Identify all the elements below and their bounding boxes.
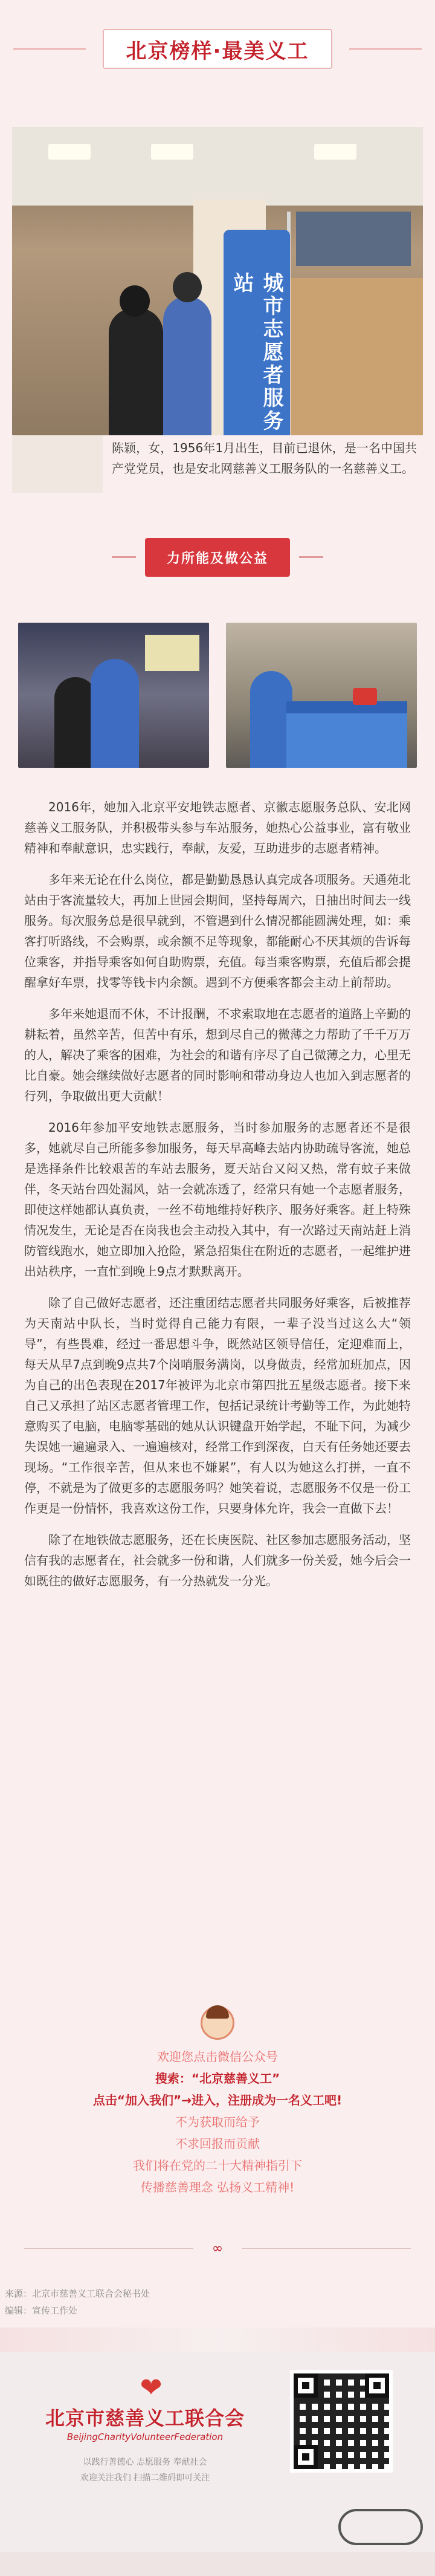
heart-logo-icon: ❤: [140, 2372, 163, 2403]
hero-ceiling: [12, 127, 423, 206]
volunteer-flag: [224, 230, 290, 435]
hero-window: [296, 212, 411, 266]
hero-light: [314, 144, 356, 160]
qr-finder: [365, 2373, 389, 2398]
org-english-name: BeijingCharityVolunteerFederation: [66, 2432, 224, 2442]
footer-decor: [0, 2328, 435, 2352]
station-photo-right: [226, 623, 417, 768]
cta-line: 欢迎您点击微信公众号: [157, 2049, 278, 2064]
bow-icon: ∞: [211, 2241, 224, 2256]
qr-finder: [294, 2373, 318, 2398]
article-paragraph: 2016年参加平安地铁志愿服务，当时参加服务的志愿者还不是很多，她就尽自己所能多参加服务，每天早高峰去站内协助疏导客流，她总是选择条件比较艰苦的车站去服务，夏天站台又闷又热，常有蚊子来做伴，冬天站台四处漏风，站一会就冻透了，经常只有她一个志愿者服务，即使这样她都认真负责，一丝不苟地维持好秩序、服务好乘客。赶上特殊情况发生，无论是否在岗我也会主动投入其中，有一次路过天南站赶上消防管线跑水，她立即加入抢险，紧急招集住在附近的志愿者，一起维护进出站秩序，一直忙到晚上9点才默默离开。: [24, 1120, 411, 1279]
red-bag: [353, 688, 377, 705]
cta-line: 我们将在党的二十大精神指引下: [133, 2158, 302, 2173]
org-name: 北京市慈善义工联合会: [45, 2407, 245, 2430]
qr-finder: [294, 2445, 318, 2469]
intro-text: 陈颖，女，1956年1月出生，目前已退休，是一名中国共产党党员，也是安北网慈善义工服务队的一名慈善义工。: [112, 441, 417, 476]
hero-light: [48, 144, 91, 160]
source-info: [5, 2285, 150, 2319]
slogan-line: 以践行善德心 志愿服务 奉献社会: [83, 2458, 207, 2467]
hero-person: [109, 308, 163, 435]
cta-line: 传播慈善理念 弘扬义工精神!: [140, 2180, 295, 2195]
cta-line: 不为获取而给予: [175, 2115, 260, 2129]
article-paragraph: 多年来她退而不休，不计报酬，不求索取地在志愿者的道路上辛勤的耕耘着，虽然辛苦，但苦中有乐，想到尽自己的微薄之力帮助了千千万万的人，解决了乘客的困难，为社会的和谐有序尽了自己微薄之力，心里无比自豪。她会继续做好志愿者的同时影响和带动身边人也加入到志愿者的行列，争取做出更大贡献！: [24, 1007, 411, 1103]
article-paragraph: 2016年，她加入北京平安地铁志愿者、京徽志愿服务总队、安北网慈善义工服务队，并积极带头参与车站服务，她热心公益事业，富有敬业精神和奉献意识，忠实践行，奉献，友爱，互助进步的志愿者精神。: [24, 800, 411, 855]
page-title: 北京榜样·最美义工: [126, 39, 309, 63]
hero-volunteer-head: [173, 272, 202, 302]
article-paragraph: 除了自己做好志愿者，还注重团结志愿者共同服务好乘客，后被推荐为天南站中队长，当时觉得自己能力有限，一辈子没当过这么大“领导”，有些畏难，经过一番思想斗争，既然站区领导信任，定迎难而上，每天从早7点到晚9点共7个岗哨服务满岗，以身做责，经常加班加点，因为自己的出色表现在2017年被评为北京市第四批五星级志愿者。接下来自己又承担了站区志愿者管理工作，包括记录统计考勤等工作，为此她特意购买了电脑，电脑零基础的她从认识键盘开始学起，不耻下问，为减少失误她一遍遍录入、一遍遍核对，经常工作到深夜，白天有任务她还要去现场。“工作很辛苦，但从来也不嫌累”，有人以为她这么打拼，一直不停，不就是为了做更多的志愿服务吗？她笑着说，志愿服务不仅是一份工作更是一份情怀，我喜欢这份工作，只要身体允许，我会一直做下去！: [24, 1296, 411, 1516]
station-photo-left: [18, 623, 209, 768]
hero-volunteer: [163, 296, 211, 435]
hero-photo: [12, 127, 423, 435]
article-body: [24, 797, 411, 1602]
editor-line: 编辑：宣传工作处: [5, 2305, 78, 2316]
footer-bottom-band: [0, 2552, 435, 2576]
station-sign: [145, 635, 199, 671]
hero-light: [151, 144, 193, 160]
section-divider: [24, 2242, 411, 2256]
cta-join-line: 点击“加入我们”→进入，注册成为一名义工吧!: [92, 2093, 343, 2107]
article-paragraph: 除了在地铁做志愿服务，还在长庚医院、社区参加志愿服务活动，坚信有我的志愿者在，社会就多一份和谐，人们就多一份关爱，她今后会一如既往的做好志愿服务，有一分热就发一分光。: [24, 1533, 411, 1588]
footer-card: [0, 2328, 435, 2576]
photo-volunteer: [91, 659, 139, 768]
call-to-action: [0, 2006, 435, 2198]
hero-person-head: [120, 285, 150, 317]
glasses-decoration: [338, 2509, 423, 2545]
cta-search-line: 搜索：“北京慈善义工”: [155, 2071, 280, 2086]
volunteer-flag-text: 城市志愿者服务站: [230, 272, 283, 433]
title-frame: [103, 29, 332, 69]
section-tag: 力所能及做公益: [145, 538, 290, 577]
slogan-line: 欢迎关注我们 扫描二维码即可关注: [80, 2473, 210, 2483]
source-line: 来源：北京市慈善义工联合会秘书处: [5, 2288, 150, 2299]
qr-code[interactable]: [290, 2370, 393, 2473]
article-paragraph: 多年来无论在什么岗位，都是勤勤恳恳认真完成各项服务。天通苑北站由于客流量较大，再加上世园会期间，坚持每周六，日抽出时间去一线服务。每次服务总是很早就到，不管遇到什么情况都能圆满处理，如：乘客打听路线，不会购票，或余额不足等现象，都能耐心不厌其烦的告诉每位乘客，并指导乘客如何自助购票，充值。每当乘客购票，充值后都会提醒拿好车票，找零等钱卡内余额。遇到不方便乘客都会主动上前帮助。: [24, 872, 411, 990]
cta-line: 不求回报而贡献: [175, 2136, 260, 2151]
volunteer-avatar-icon: [201, 2006, 234, 2040]
org-slogan: [18, 2454, 272, 2486]
header-banner: [0, 0, 435, 103]
service-tablecloth: [286, 713, 407, 768]
intro-photo-edge: [12, 435, 103, 493]
